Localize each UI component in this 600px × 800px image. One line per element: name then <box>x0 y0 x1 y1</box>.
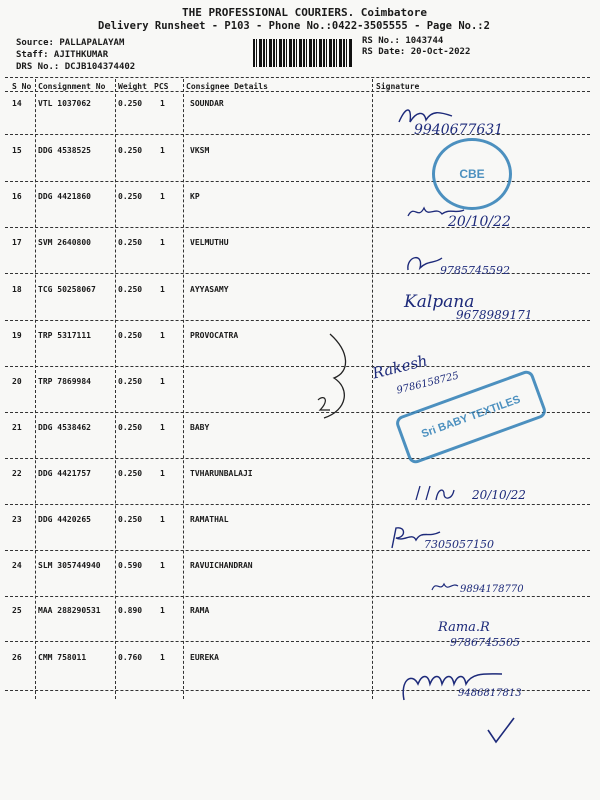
row-weight: 0.250 <box>118 285 143 294</box>
handwritten-phone: 9785745592 <box>440 264 510 277</box>
table-row <box>0 515 600 559</box>
row-consignment: TRP 7869984 <box>38 377 91 386</box>
handwritten-phone: 9486817813 <box>458 688 522 699</box>
row-pcs: 1 <box>160 192 165 201</box>
row-consignee: RAMATHAL <box>190 515 229 524</box>
row-weight: 0.250 <box>118 331 143 340</box>
row-pcs: 1 <box>160 606 165 615</box>
col-pcs: PCS <box>154 82 169 91</box>
row-consignment: TCG 50258067 <box>38 285 96 294</box>
handwritten-phone: 9786745505 <box>450 636 520 649</box>
col-consignment: Consignment No <box>38 82 106 91</box>
row-consignee: VELMUTHU <box>190 238 229 247</box>
table-row <box>0 423 600 467</box>
row-weight: 0.250 <box>118 469 143 478</box>
row-sno: 14 <box>12 99 22 108</box>
row-sno: 17 <box>12 238 22 247</box>
col-sno: S No <box>12 82 32 91</box>
handwritten-phone: 9678989171 <box>456 308 533 322</box>
table-row <box>0 285 600 329</box>
row-consignment: DDG 4421757 <box>38 469 91 478</box>
row-sno: 26 <box>12 653 22 662</box>
row-pcs: 1 <box>160 238 165 247</box>
row-divider <box>5 366 590 367</box>
row-consignee: AYYASAMY <box>190 285 229 294</box>
row-consignment: TRP 5317111 <box>38 331 91 340</box>
row-consignee: TVHARUNBALAJI <box>190 469 253 478</box>
drs-number: DRS No.: DCJB104374402 <box>16 62 136 72</box>
row-weight: 0.250 <box>118 146 143 155</box>
row-sno: 21 <box>12 423 22 432</box>
row-divider <box>5 550 590 551</box>
check-mark <box>486 716 516 746</box>
row-consignee: RAMA <box>190 606 210 615</box>
col-details: Consignee Details <box>186 82 268 91</box>
row-pcs: 1 <box>160 653 165 662</box>
row-weight: 0.760 <box>118 653 143 662</box>
row-consignee: EUREKA <box>190 653 219 662</box>
company-title: THE PROFESSIONAL COURIERS. Coimbatore <box>182 6 428 19</box>
handwritten-date: 20/10/22 <box>472 488 526 502</box>
col-signature: Signature <box>376 82 420 91</box>
row-sno: 25 <box>12 606 22 615</box>
row-sno: 19 <box>12 331 22 340</box>
cbe-stamp <box>432 138 512 210</box>
row-pcs: 1 <box>160 561 165 570</box>
row-consignment: SLM 305744940 <box>38 561 101 570</box>
row-pcs: 1 <box>160 423 165 432</box>
header-top-rule <box>5 77 590 78</box>
row-pcs: 1 <box>160 146 165 155</box>
handwritten-date: 20/10/22 <box>448 214 511 230</box>
handwritten-name: Rama.R <box>438 620 490 635</box>
row-consignment: DDG 4538525 <box>38 146 91 155</box>
header-bottom-rule <box>5 91 590 92</box>
row-consignment: CMM 758011 <box>38 653 87 662</box>
row-consignee: SOUNDAR <box>190 99 224 108</box>
handwritten-phone: 9894178770 <box>460 584 524 595</box>
row-divider <box>5 458 590 459</box>
handwritten-phone: 7305057150 <box>424 538 494 551</box>
row-consignment: DDG 4420265 <box>38 515 91 524</box>
row-sno: 20 <box>12 377 22 386</box>
runsheet-title: Delivery Runsheet - P103 - Phone No.:0422-3505555 - Page No.:2 <box>98 20 490 32</box>
signature-scribble <box>414 484 466 504</box>
row-pcs: 1 <box>160 331 165 340</box>
signature-scribble <box>404 250 444 276</box>
row-consignee: RAVUICHANDRAN <box>190 561 253 570</box>
row-pcs: 1 <box>160 515 165 524</box>
table-row <box>0 561 600 605</box>
table-row <box>0 99 600 143</box>
row-pcs: 1 <box>160 99 165 108</box>
row-sno: 23 <box>12 515 22 524</box>
handwritten-name: Kalpana <box>404 292 475 312</box>
handwritten-name: Rakesh <box>370 351 430 383</box>
row-weight: 0.890 <box>118 606 143 615</box>
row-consignment: MAA 288290531 <box>38 606 101 615</box>
handwritten-phone: 9786158725 <box>395 370 461 397</box>
row-sno: 15 <box>12 146 22 155</box>
row-pcs: 1 <box>160 377 165 386</box>
row-consignee: KP <box>190 192 200 201</box>
row-weight: 0.250 <box>118 423 143 432</box>
row-consignment: DDG 4421860 <box>38 192 91 201</box>
table-row <box>0 238 600 282</box>
source-label: Source: PALLAPALAYAM <box>16 38 125 48</box>
signature-scribble <box>430 578 460 594</box>
rs-number: RS No.: 1043744 <box>362 36 444 46</box>
row-weight: 0.250 <box>118 515 143 524</box>
row-pcs: 1 <box>160 285 165 294</box>
row-consignee: VKSM <box>190 146 210 155</box>
row-consignee: BABY <box>190 423 210 432</box>
row-sno: 16 <box>12 192 22 201</box>
row-sno: 22 <box>12 469 22 478</box>
handwritten-phone: 9940677631 <box>414 122 504 138</box>
row-weight: 0.590 <box>118 561 143 570</box>
barcode <box>253 39 353 67</box>
cbe-stamp-label: CBE <box>459 167 485 181</box>
row-pcs: 1 <box>160 469 165 478</box>
table-row <box>0 331 600 375</box>
row-consignment: DDG 4538462 <box>38 423 91 432</box>
row-weight: 0.250 <box>118 192 143 201</box>
row-sno: 18 <box>12 285 22 294</box>
row-divider <box>5 504 590 505</box>
row-consignment: VTL 1037062 <box>38 99 91 108</box>
row-weight: 0.250 <box>118 377 143 386</box>
row-divider <box>5 596 590 597</box>
staff-label: Staff: AJITHKUMAR <box>16 50 109 60</box>
row-weight: 0.250 <box>118 99 143 108</box>
bracket-mark <box>316 330 356 422</box>
row-consignment: SVM 2640800 <box>38 238 91 247</box>
row-sno: 24 <box>12 561 22 570</box>
col-weight: Weight <box>118 82 147 91</box>
row-weight: 0.250 <box>118 238 143 247</box>
rs-date: RS Date: 20-Oct-2022 <box>362 47 471 57</box>
row-consignee: PROVOCATRA <box>190 331 239 340</box>
textile-stamp-label: Sri BABY TEXTILES <box>419 393 523 441</box>
